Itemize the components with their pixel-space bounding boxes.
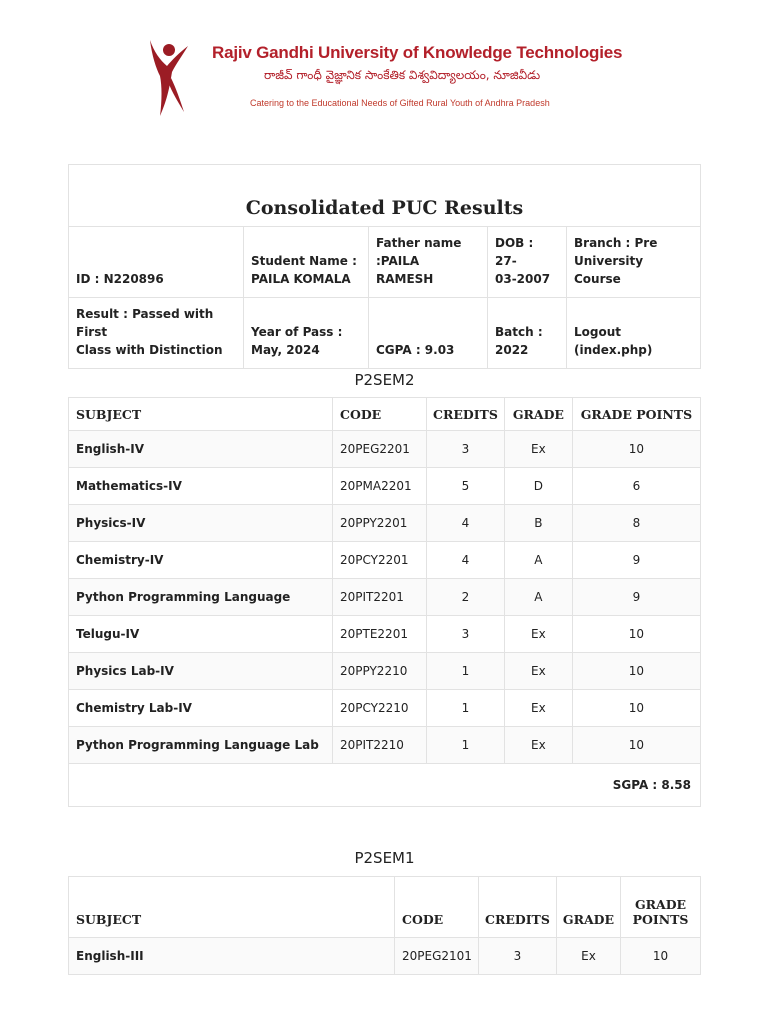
grade-points-cell: 8 [572,505,700,542]
subject-cell: Chemistry Lab-IV [69,690,333,727]
table-row [69,505,701,542]
grade-cell: Ex [556,938,620,975]
code-cell: 20PMA2201 [333,468,427,505]
column-header-credits: CREDITS [479,877,557,938]
credits-cell: 4 [427,542,505,579]
rgukt-logo-icon [140,38,196,118]
batch: Batch : 2022 [488,298,567,369]
code-cell: 20PPY2201 [333,505,427,542]
code-cell: 20PEG2101 [395,938,479,975]
code-cell: 20PCY2210 [333,690,427,727]
code-cell: 20PCY2201 [333,542,427,579]
table-row [69,653,701,690]
grade-cell: Ex [504,653,572,690]
credits-cell: 3 [479,938,557,975]
table-row [69,579,701,616]
table-row [69,468,701,505]
credits-cell: 5 [427,468,505,505]
subject-cell: Telugu-IV [69,616,333,653]
column-header-code: CODE [395,877,479,938]
credits-cell: 1 [427,727,505,764]
grade-points-cell: 10 [572,431,700,468]
credits-cell: 3 [427,616,505,653]
column-header-grade: GRADE [504,398,572,431]
student-name: Student Name : PAILA KOMALA [244,227,369,298]
subject-cell: Physics Lab-IV [69,653,333,690]
grade-cell: A [504,542,572,579]
subject-cell: Python Programming Language [69,579,333,616]
page-title: Consolidated PUC Results [69,165,701,227]
subject-cell: Mathematics-IV [69,468,333,505]
column-header-grade: GRADE [556,877,620,938]
year-of-pass: Year of Pass : May, 2024 [244,298,369,369]
grade-cell: Ex [504,727,572,764]
subject-cell: English-III [69,938,395,975]
subject-cell: Chemistry-IV [69,542,333,579]
credits-cell: 2 [427,579,505,616]
subject-cell: English-IV [69,431,333,468]
grade-cell: Ex [504,690,572,727]
code-cell: 20PEG2201 [333,431,427,468]
credits-cell: 1 [427,690,505,727]
logout-link[interactable]: Logout (index.php) [567,298,701,369]
grade-points-cell: 9 [572,579,700,616]
column-header-subject: SUBJECT [69,398,333,431]
university-tagline: Catering to the Educational Needs of Gifted Rural Youth of Andhra Pradesh [250,98,550,108]
grade-points-cell: 10 [572,616,700,653]
grade-cell: Ex [504,616,572,653]
university-header [140,38,660,118]
semester-title: P2SEM2 [354,371,415,389]
table-row [69,616,701,653]
grade-cell: D [504,468,572,505]
table-row [69,727,701,764]
university-name: Rajiv Gandhi University of Knowledge Technologies [212,43,623,62]
subject-cell: Physics-IV [69,505,333,542]
column-header-grade-points: GRADE POINTS [621,877,701,938]
table-row [69,431,701,468]
code-cell: 20PPY2210 [333,653,427,690]
sgpa-value: SGPA : 8.58 [69,764,701,807]
column-header-code: CODE [333,398,427,431]
student-info-table [68,164,701,369]
date-of-birth: DOB : 27- 03-2007 [488,227,567,298]
semester-title: P2SEM1 [354,849,415,867]
result-status: Result : Passed with First Class with Distinction [69,298,244,369]
column-header-grade-points: GRADE POINTS [572,398,700,431]
code-cell: 20PIT2201 [333,579,427,616]
table-row [69,690,701,727]
grade-cell: B [504,505,572,542]
cgpa: CGPA : 9.03 [369,298,488,369]
credits-cell: 4 [427,505,505,542]
code-cell: 20PIT2210 [333,727,427,764]
grade-points-cell: 10 [572,727,700,764]
grade-cell: A [504,579,572,616]
branch: Branch : Pre University Course [567,227,701,298]
grade-points-cell: 10 [572,690,700,727]
table-row [69,938,701,975]
semester-table-p2sem2 [68,397,701,807]
student-id: ID : N220896 [69,227,244,298]
table-row [69,542,701,579]
grade-points-cell: 9 [572,542,700,579]
column-header-subject: SUBJECT [69,877,395,938]
semester-table-p2sem1 [68,876,701,975]
code-cell: 20PTE2201 [333,616,427,653]
subject-cell: Python Programming Language Lab [69,727,333,764]
credits-cell: 3 [427,431,505,468]
grade-points-cell: 6 [572,468,700,505]
university-name-telugu: రాజీవ్ గాంధీ వైజ్ఞానిక సాంకేతిక విశ్వవిద్యాలయం, నూజివీడు [264,68,541,82]
credits-cell: 1 [427,653,505,690]
grade-points-cell: 10 [621,938,701,975]
column-header-credits: CREDITS [427,398,505,431]
grade-points-cell: 10 [572,653,700,690]
grade-cell: Ex [504,431,572,468]
father-name: Father name :PAILA RAMESH [369,227,488,298]
